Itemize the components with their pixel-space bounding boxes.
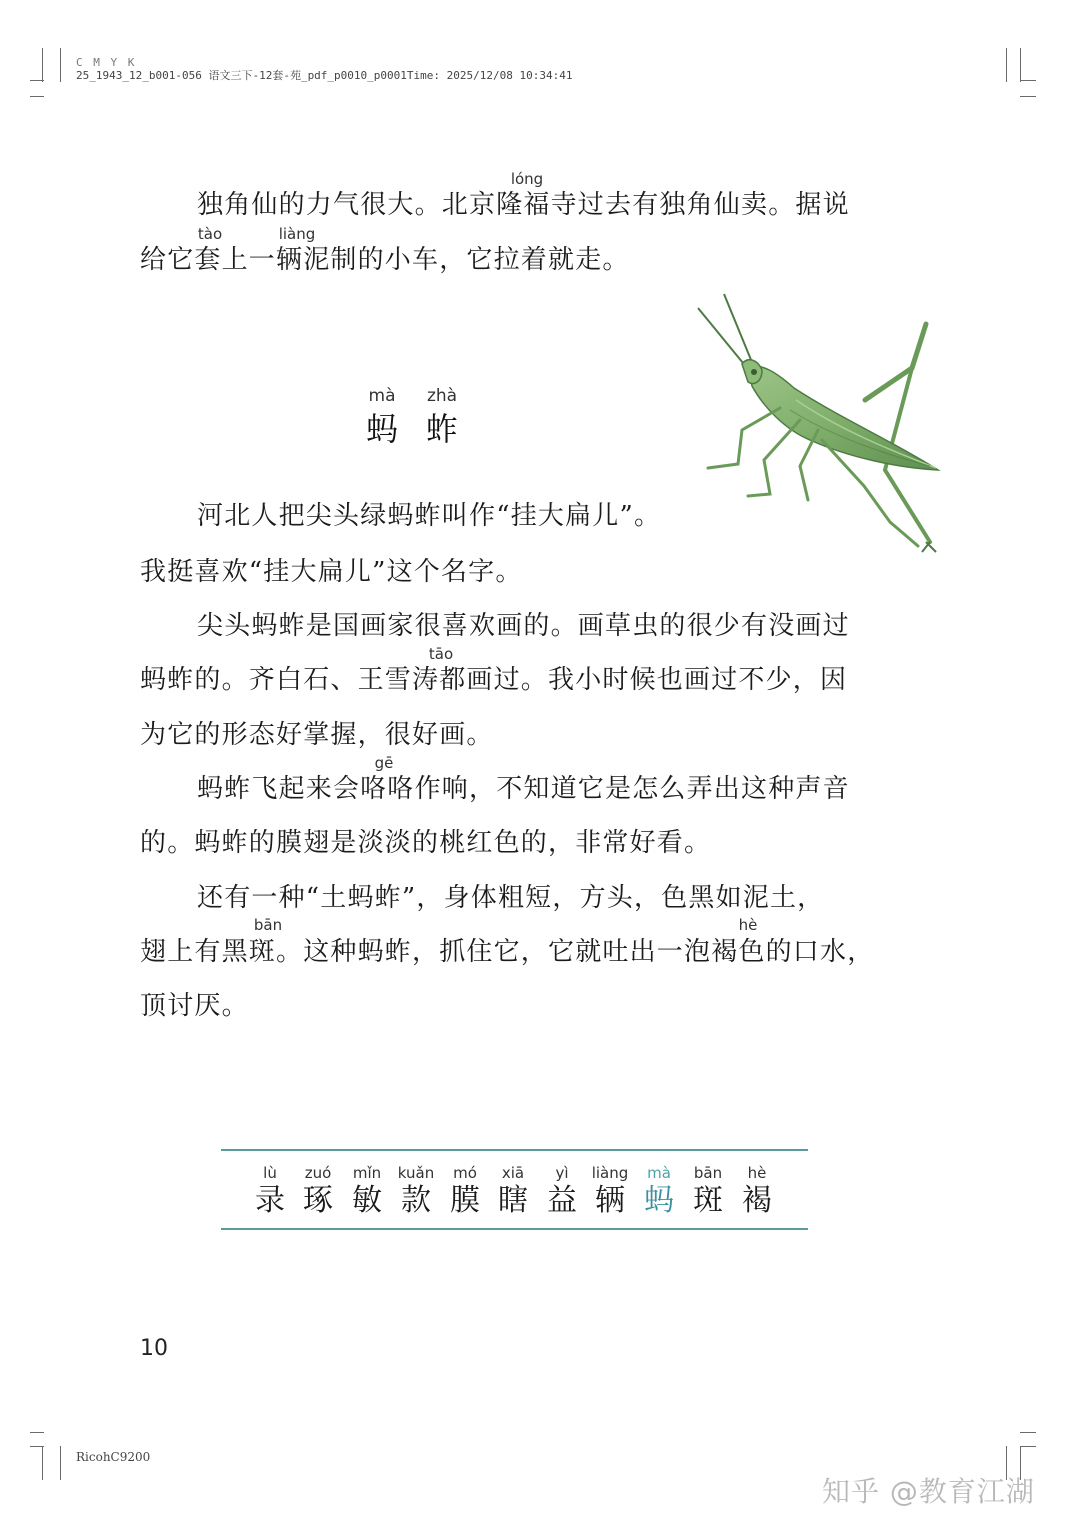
pinyin-long: lóng (510, 170, 544, 188)
vocab-item: liàng 辆 (591, 1164, 629, 1218)
p2-line-1: 尖头蚂蚱是国画家很喜欢画的。画草虫的很少有没画过 (197, 611, 850, 641)
p3-line-2: 的。蚂蚱的膜翅是淡淡的桃红色的，非常好看。 (140, 828, 712, 858)
pinyin-liang: liàng (278, 225, 316, 243)
vocab-item: mó 膜 (450, 1164, 480, 1218)
pinyin-ban: bān (253, 916, 283, 934)
vocab-item: hè 褐 (742, 1164, 772, 1218)
vocab-top-rule (221, 1149, 808, 1151)
intro-line-1: 独角仙的力气很大。北京隆福寺过去有独角仙卖。据说 (197, 190, 850, 220)
p1-line-2: 我挺喜欢“挂大扁儿”这个名字。 (140, 557, 523, 587)
pinyin-he: hè (738, 916, 758, 934)
watermark: 知乎 @教育江湖 (822, 1475, 1035, 1508)
pinyin-tao: tào (197, 225, 223, 243)
vocab-item-highlighted: mà 蚂 (644, 1164, 674, 1218)
grasshopper-illustration (690, 290, 950, 555)
vocab-item: yì 益 (547, 1164, 577, 1218)
p4-line-1: 还有一种“土蚂蚱”，身体粗短，方头，色黑如泥土， (197, 883, 825, 913)
p1-line-1: 河北人把尖头绿蚂蚱叫作“挂大扁儿”。 (197, 501, 662, 531)
vocab-item: zuó 琢 (303, 1164, 333, 1218)
p2-line-2: 蚂蚱的。齐白石、王雪涛都画过。我小时候也画过不少，因 (140, 665, 848, 695)
title-char-2: 蚱 (425, 410, 459, 448)
pinyin-tao-2: tāo (428, 645, 454, 663)
vocab-item: bān 斑 (693, 1164, 723, 1218)
intro-line-2: 给它套上一辆泥制的小车，它拉着就走。 (140, 245, 630, 275)
print-info-header (76, 56, 572, 82)
vocab-item: xiā 瞎 (498, 1164, 528, 1218)
vocab-item: kuǎn 款 (397, 1164, 435, 1218)
title-pinyin-1: mà (368, 386, 396, 406)
p2-line-3: 为它的形态好掌握，很好画。 (140, 720, 494, 750)
vocab-bottom-rule (221, 1228, 808, 1230)
printer-info: RicohC9200 (76, 1450, 151, 1464)
color-marks: C M Y K (76, 56, 137, 69)
page-number: 10 (140, 1336, 168, 1361)
p4-line-3: 顶讨厌。 (140, 991, 249, 1021)
p3-line-1: 蚂蚱飞起来会咯咯作响，不知道它是怎么弄出这种声音 (197, 774, 850, 804)
vocab-item: mǐn 敏 (352, 1164, 382, 1218)
p4-line-2: 翅上有黑斑。这种蚂蚱，抓住它，它就吐出一泡褐色的口水， (140, 937, 875, 967)
title-pinyin-2: zhà (426, 386, 458, 406)
title-char-1: 蚂 (365, 410, 399, 448)
file-info: 25_1943_12_b001-056 语文三下-12套-苑_pdf_p0010_p0001Time: 2025/12/08 10:34:41 (76, 69, 573, 82)
pinyin-ge: gē (374, 754, 394, 772)
vocab-item: lù 录 (255, 1164, 285, 1218)
